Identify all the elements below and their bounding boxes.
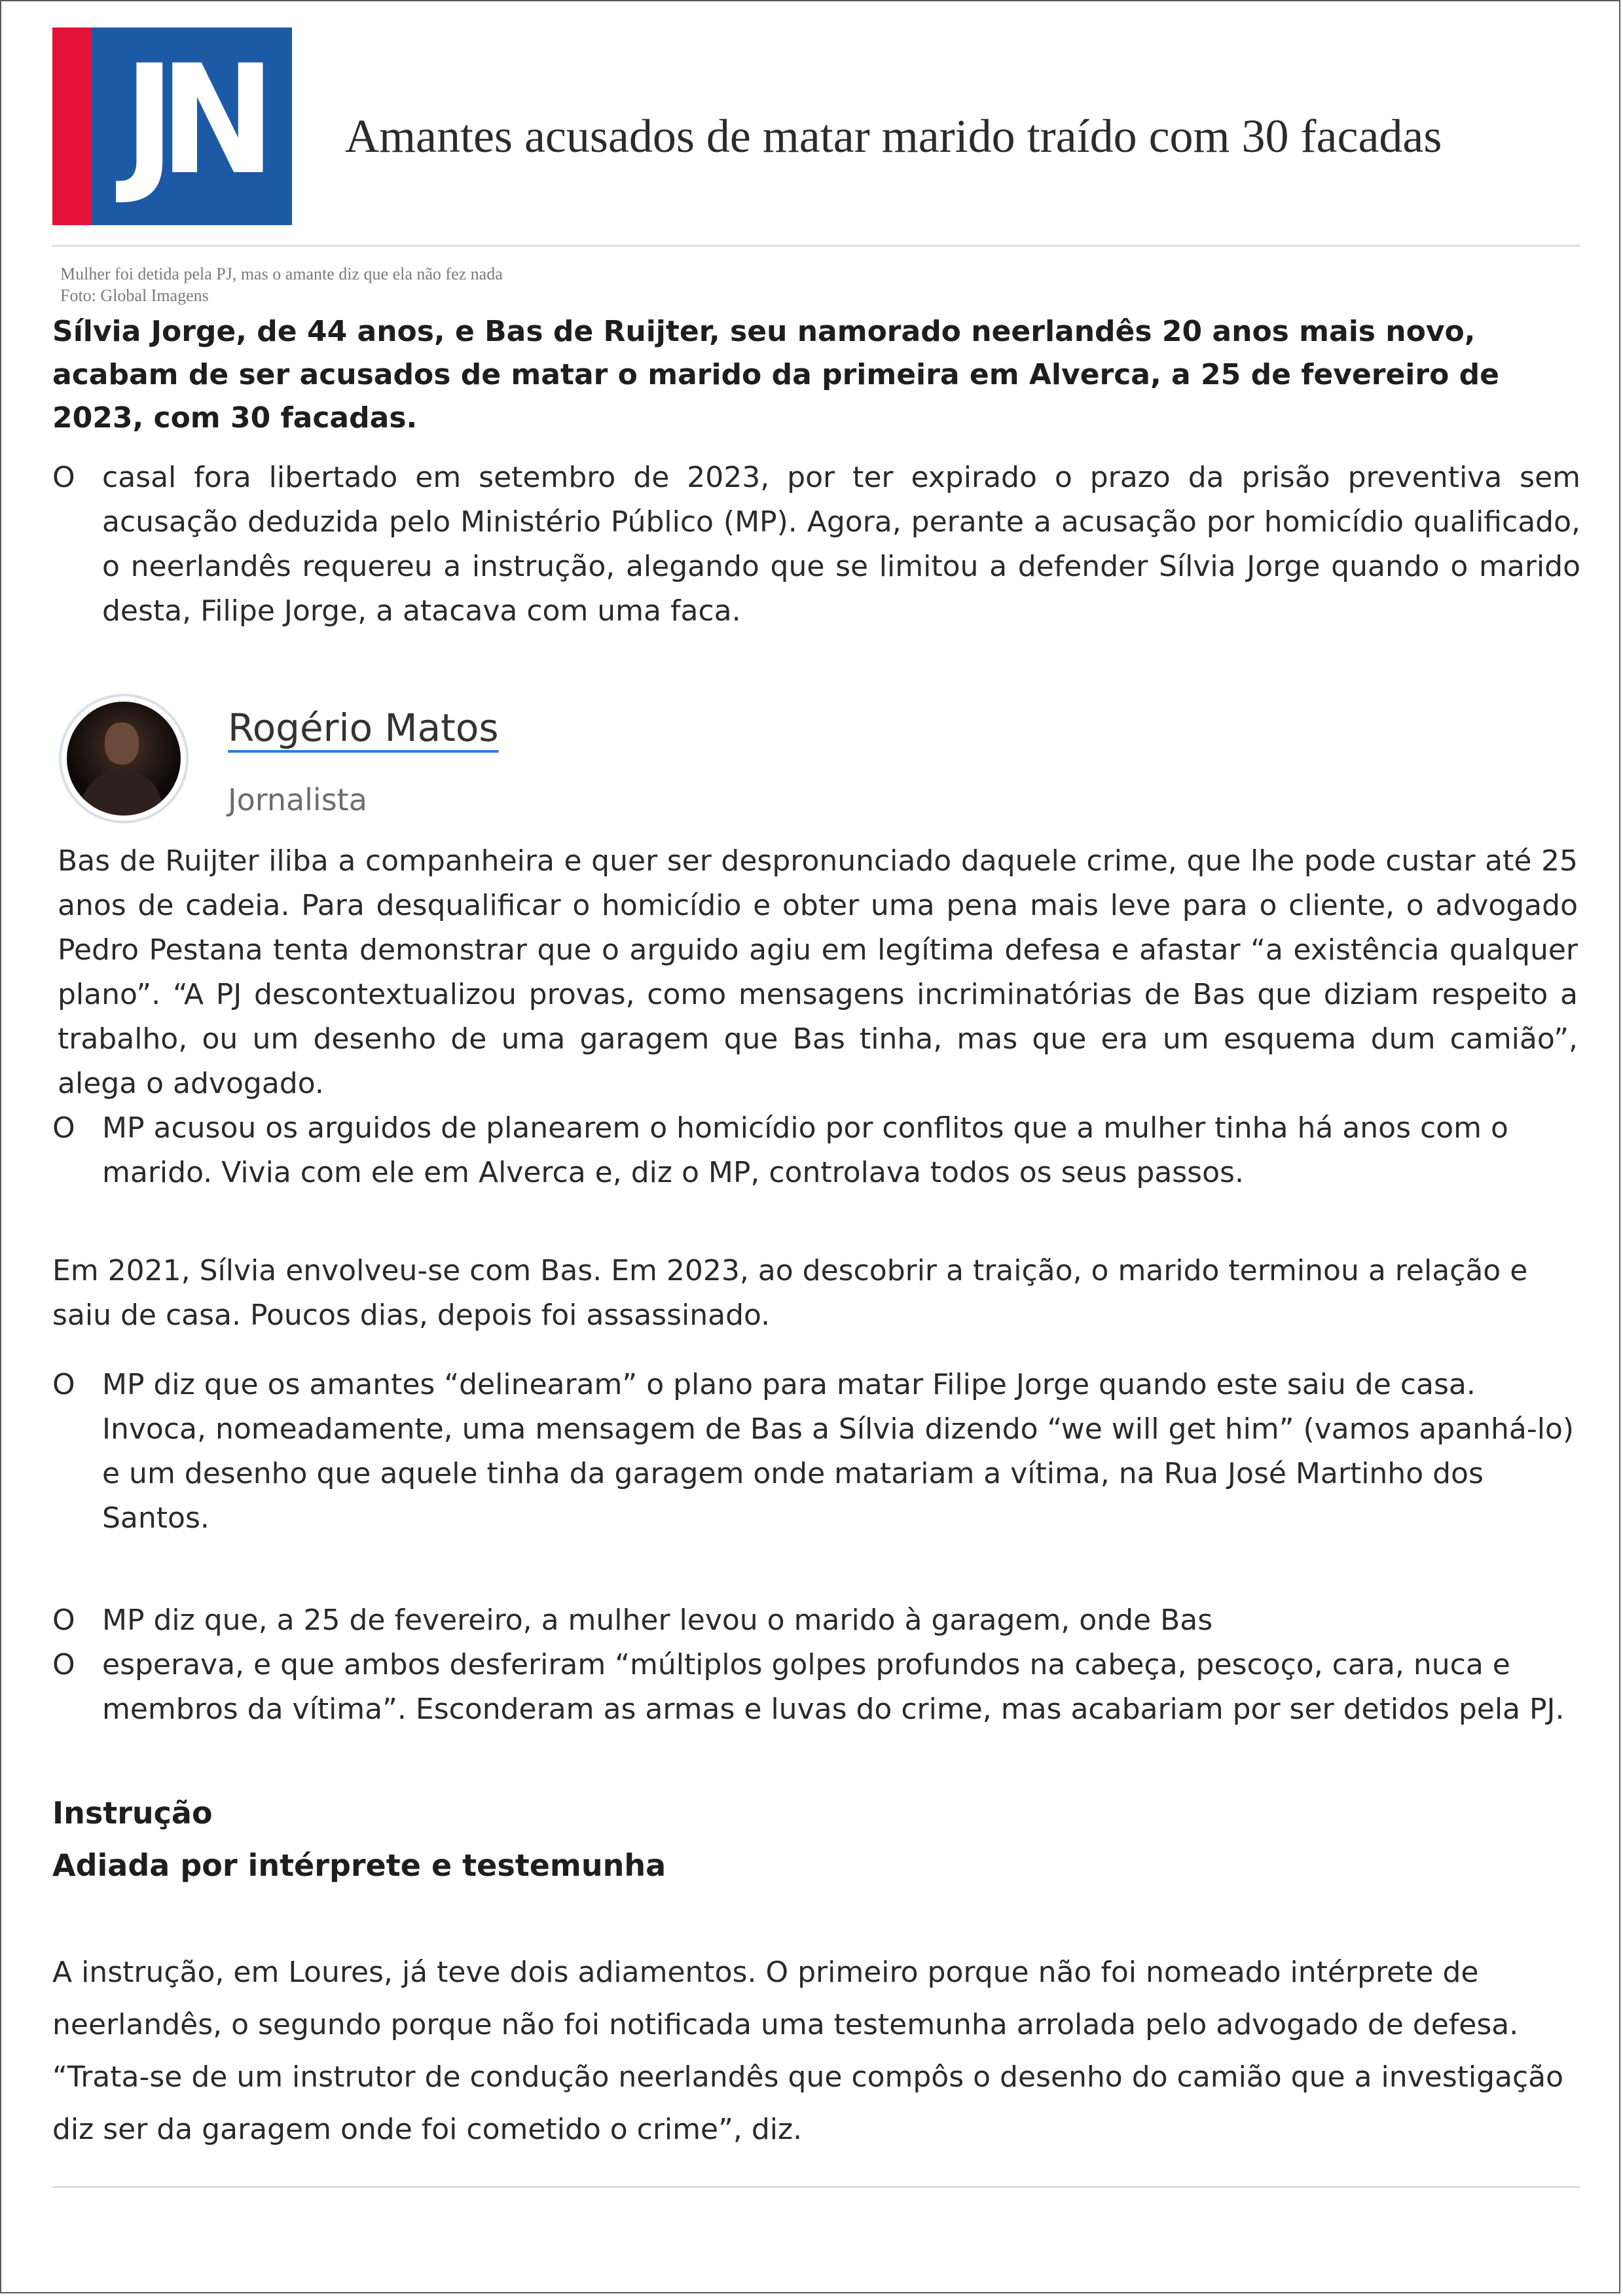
paragraph-3-text: MP acusou os arguidos de planearem o homicídio por conflitos que a mulher tinha há anos com o marido. Vivia com ele em Alverca e, diz o MP, controlava todos os seus passos. bbox=[102, 1111, 1508, 1189]
paragraph-6a-text: MP diz que, a 25 de fevereiro, a mulher levou o marido à garagem, onde Bas bbox=[102, 1604, 1213, 1637]
bullet-mark: O bbox=[52, 461, 75, 494]
section-title: Instrução bbox=[52, 1795, 213, 1831]
paragraph-6a bbox=[52, 1598, 1580, 1643]
section-subtitle: Adiada por intérprete e testemunha bbox=[52, 1848, 666, 1883]
paragraph-1 bbox=[52, 456, 1580, 634]
paragraph-7: A instrução, em Loures, já teve dois adiamentos. O primeiro porque não foi nomeado intérprete de neerlandês, o segundo porque não foi notificada uma testemunha arrolada pelo advogado de defesa. “Trata-se de um instrutor de condução neerlandês que compôs o desenho do camião que a investigação diz ser da garagem onde foi cometido o crime”, diz. bbox=[52, 1956, 1564, 2146]
paragraph-2: Bas de Ruijter iliba a companheira e quer ser despronunciado daquele crime, que lhe pode custar até 25 anos de cadeia. Para desqualificar o homicídio e obter uma pena mais leve para o cliente, o advogado Pedro Pestana tenta demonstrar que o arguido agiu em legítima defesa e afastar “a existência qualquer plano”. “A PJ descontextualizou provas, como mensagens incriminatórias de Bas que diziam respeito a trabalho, ou um desenho de uma garagem que Bas tinha, mas que era um esquema dum camião”, alega o advogado. bbox=[58, 844, 1578, 1100]
photo-credit: Foto: Global Imagens bbox=[60, 286, 209, 305]
paragraph-4: Em 2021, Sílvia envolveu-se com Bas. Em 2023, ao descobrir a traição, o marido terminou a relação e saiu de casa. Poucos dias, depois foi assassinado. bbox=[52, 1254, 1528, 1332]
caption-text: Mulher foi detida pela PJ, mas o amante diz que ela não fez nada bbox=[60, 264, 503, 283]
article-lead: Sílvia Jorge, de 44 anos, e Bas de Ruijter, seu namorado neerlandês 20 anos mais novo, acabam de ser acusados de matar o marido da primeira em Alverca, a 25 de fevereiro de 2023, com 30 facadas. bbox=[52, 315, 1499, 435]
author-name-link[interactable]: Rogério Matos bbox=[228, 706, 499, 750]
logo-red-stripe bbox=[52, 27, 92, 225]
logo-blue-block bbox=[92, 27, 292, 225]
paragraph-1-text: casal fora libertado em setembro de 2023, por ter expirado o prazo da prisão preventiva sem acusação deduzida pelo Ministério Público (MP). Agora, perante a acusação por homicídio qualificado, o neerlandês requereu a instrução, alegando que se limitou a defender Sílvia Jorge quando o marido desta, Filipe Jorge, a atacava com uma faca. bbox=[102, 461, 1580, 628]
bullet-mark: O bbox=[52, 1648, 75, 1681]
bullet-mark: O bbox=[52, 1604, 75, 1637]
paragraph-3 bbox=[52, 1106, 1580, 1195]
author-role: Jornalista bbox=[228, 782, 367, 817]
author-avatar[interactable] bbox=[59, 694, 189, 823]
article-headline: Amantes acusados de matar marido traído com 30 facadas bbox=[345, 110, 1442, 162]
logo-text: JN bbox=[123, 33, 260, 208]
paragraph-5 bbox=[52, 1363, 1580, 1541]
header-divider bbox=[52, 245, 1580, 247]
photo-caption bbox=[60, 263, 503, 306]
avatar-shoulders bbox=[81, 770, 162, 816]
paragraph-5-text: MP diz que os amantes “delinearam” o plano para matar Filipe Jorge quando este saiu de casa. Invoca, nomeadamente, uma mensagem de Bas a Sílvia dizendo “we will get him” (vamos apanhá-lo) e um desenho que aquele tinha da garagem onde matariam a vítima, na Rua José Martinho dos Santos. bbox=[102, 1368, 1575, 1535]
bullet-mark: O bbox=[52, 1368, 75, 1401]
paragraph-6b bbox=[52, 1643, 1580, 1732]
bullet-mark: O bbox=[52, 1111, 75, 1145]
paragraph-6b-text: esperava, e que ambos desferiram “múltiplos golpes profundos na cabeça, pescoço, cara, nuca e membros da vítima”. Esconderam as armas e luvas do crime, mas acabariam por ser detidos pela PJ. bbox=[102, 1648, 1565, 1726]
footer-divider bbox=[52, 2186, 1580, 2188]
jn-logo bbox=[52, 27, 292, 225]
avatar-face bbox=[105, 723, 139, 764]
author-photo bbox=[67, 702, 181, 816]
